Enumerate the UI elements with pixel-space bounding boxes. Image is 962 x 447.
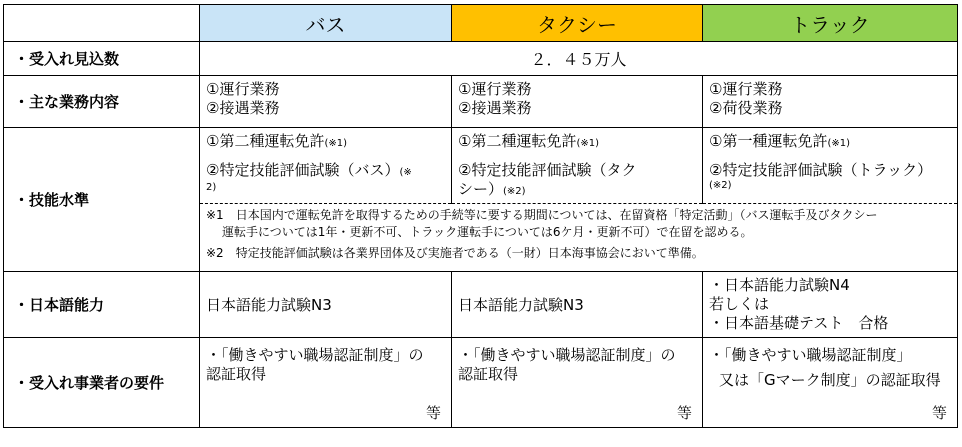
row-label-acceptance: ・受入れ見込数 xyxy=(4,42,200,76)
japanese-item: ・日本語能力試験N4 xyxy=(709,276,850,294)
duty-item: ②接遇業務 xyxy=(206,99,280,117)
etc-mark: 等 xyxy=(931,404,947,422)
note-1-line-2: 運転手については1年・更新不可、トラック運転手については6ケ月・更新不可）で在留を認める。 xyxy=(222,225,753,239)
requirements-truck xyxy=(703,338,958,428)
skill-license: ①第二種運転免許 xyxy=(458,132,577,150)
skill-note-ref: (※1) xyxy=(576,138,599,149)
duties-taxi xyxy=(452,76,703,128)
note-1 xyxy=(206,207,951,241)
row-label-skills: ・技能水準 xyxy=(4,128,200,272)
requirement-line: 認証取得 xyxy=(206,365,267,383)
requirements-taxi xyxy=(452,338,703,428)
acceptance-value: ２．４５万人 xyxy=(200,42,958,76)
etc-mark: 等 xyxy=(425,404,441,422)
skill-note-ref: (※2) xyxy=(709,180,732,191)
skill-exam: ②特定技能評価試験（トラック） xyxy=(709,161,933,179)
requirement-line: ・「働きやすい職場認証制度」の xyxy=(458,346,676,364)
skill-exam: ②特定技能評価試験（バス） xyxy=(206,161,400,179)
skills-bus xyxy=(200,128,452,204)
duty-item: ①運行業務 xyxy=(709,80,783,98)
skill-note-ref: (※2) xyxy=(503,186,526,197)
header-truck: トラック xyxy=(703,5,958,42)
duties-truck xyxy=(703,76,958,128)
japanese-bus: 日本語能力試験N3 xyxy=(200,272,452,338)
requirement-line: ・「働きやすい職場認証制度」 xyxy=(709,346,912,364)
skills-notes xyxy=(200,204,958,272)
duty-item: ②荷役業務 xyxy=(709,99,783,117)
header-taxi: タクシー xyxy=(452,5,703,42)
requirement-line: 認証取得 xyxy=(458,365,519,383)
skill-license: ①第一種運転免許 xyxy=(709,132,828,150)
row-label-requirements: ・受入れ事業者の要件 xyxy=(4,338,200,428)
japanese-item: 若しくは xyxy=(709,295,770,313)
duty-item: ②接遇業務 xyxy=(458,99,532,117)
visa-comparison-table xyxy=(3,4,958,428)
skill-note-ref: (※ xyxy=(399,167,412,178)
row-label-japanese: ・日本語能力 xyxy=(4,272,200,338)
japanese-item: ・日本語基礎テスト 合格 xyxy=(709,314,889,332)
duty-item: ①運行業務 xyxy=(458,80,532,98)
requirement-line: ・「働きやすい職場認証制度」の xyxy=(206,346,424,364)
header-bus: バス xyxy=(200,5,452,42)
skill-exam-cont: シー） xyxy=(458,180,504,198)
header-empty-cell xyxy=(4,5,200,42)
skill-note-ref: 2) xyxy=(206,182,217,193)
japanese-truck xyxy=(703,272,958,338)
skill-license: ①第二種運転免許 xyxy=(206,132,325,150)
skills-truck xyxy=(703,128,958,204)
row-label-duties: ・主な業務内容 xyxy=(4,76,200,128)
skill-note-ref: (※1) xyxy=(827,138,850,149)
etc-mark: 等 xyxy=(676,404,692,422)
duties-bus xyxy=(200,76,452,128)
skill-exam: ②特定技能評価試験（タク xyxy=(458,161,637,179)
japanese-taxi: 日本語能力試験N3 xyxy=(452,272,703,338)
skills-taxi xyxy=(452,128,703,204)
requirement-line: 又は「Gマーク制度」の認証取得 xyxy=(719,371,941,389)
note-1-line-1: ※1 日本国内で運転免許を取得するための手続等に要する期間については、在留資格「特定活動」（バス運転手及びタクシー xyxy=(206,208,878,222)
requirements-bus xyxy=(200,338,452,428)
skill-note-ref: (※1) xyxy=(324,138,347,149)
note-2: ※2 特定技能評価試験は各業界団体及び実施者である（一財）日本海事協会において準備。 xyxy=(206,246,704,260)
duty-item: ①運行業務 xyxy=(206,80,280,98)
